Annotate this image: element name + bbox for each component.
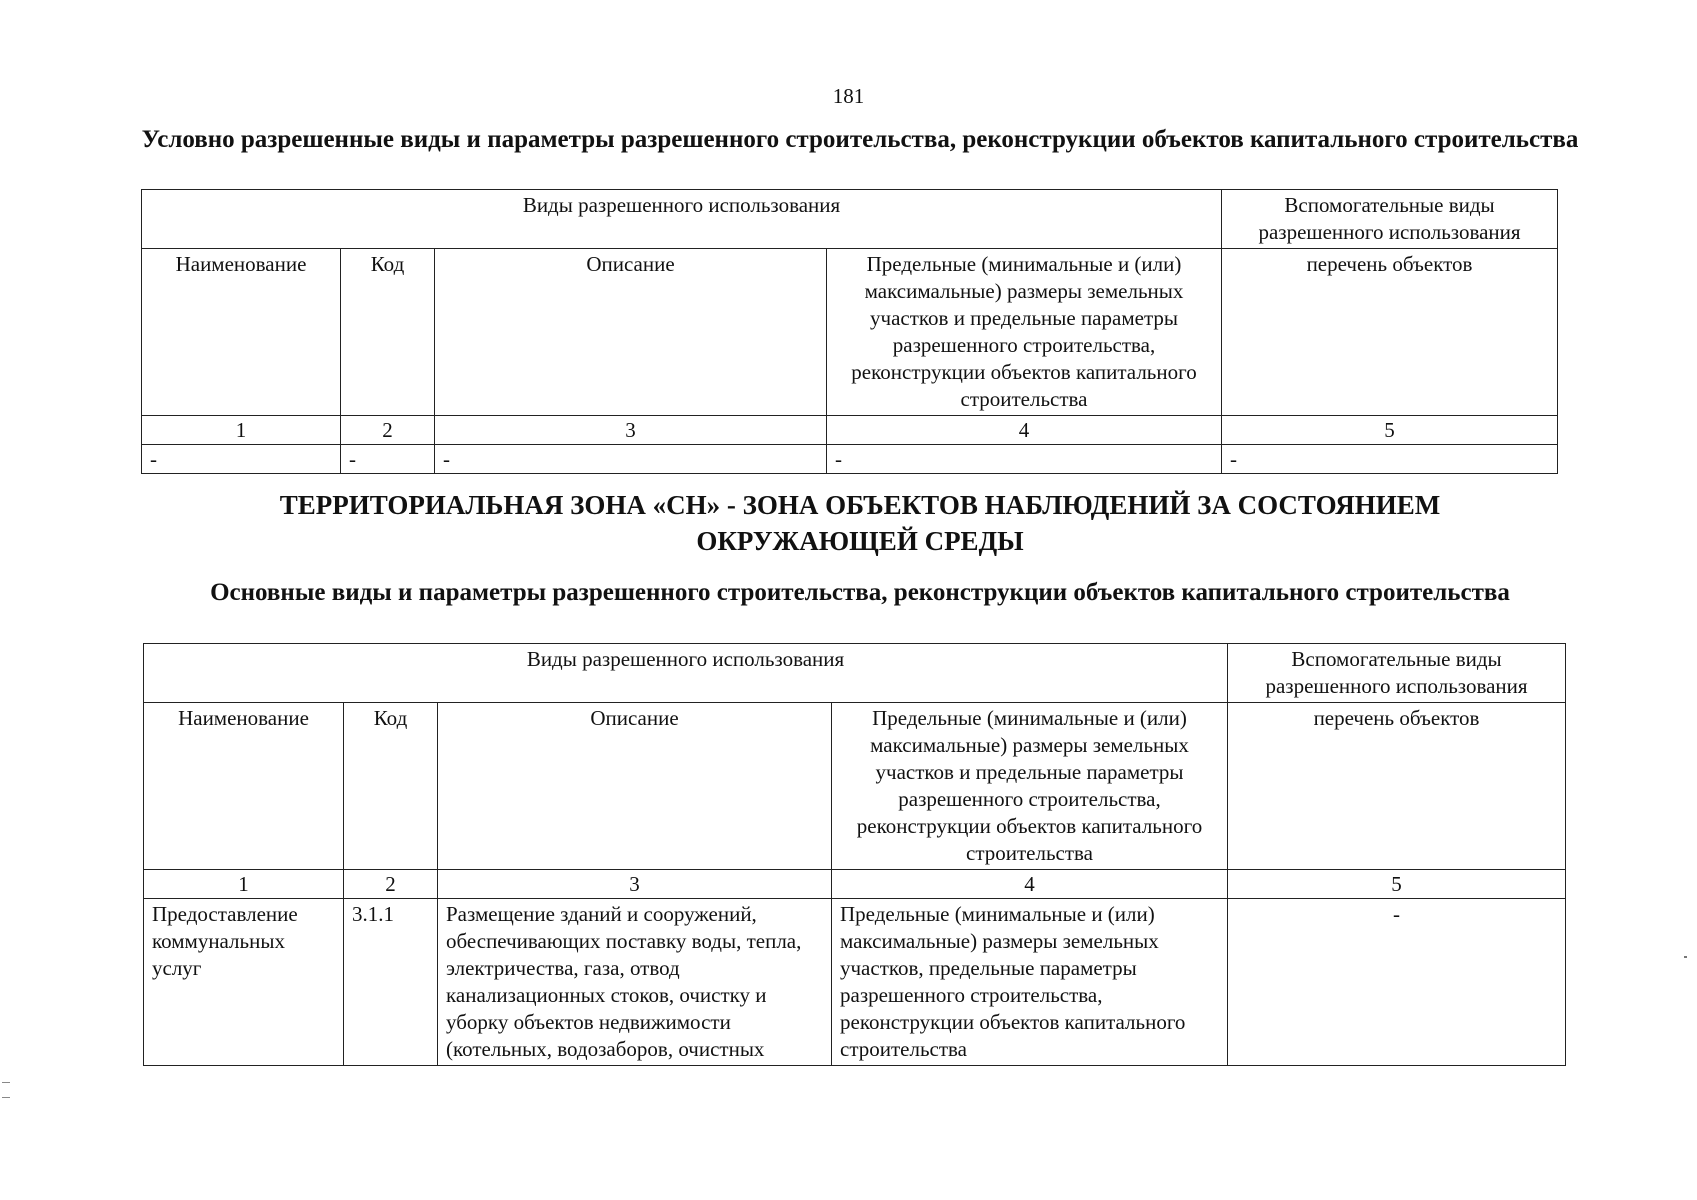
cell-code: -: [341, 445, 435, 474]
cell-description: Размещение зданий и сооружений, обеспечивающих поставку воды, тепла, электричества, газа, отвод канализационных стоков, очистку и уборку объектов недвижимости (котельных, водозаборов, очистных: [438, 899, 832, 1066]
aux-header: Вспомогательные виды разрешенного использования: [1222, 190, 1558, 249]
column-number: 3: [435, 416, 827, 445]
column-header-limits: Предельные (минимальные и (или) максимальные) размеры земельных участков и предельные параметры разрешенного строительства, реконструкции объектов капитального строительства: [832, 703, 1228, 870]
column-number: 5: [1228, 870, 1566, 899]
scan-speck: [1684, 956, 1687, 958]
page-number: 181: [832, 84, 865, 108]
aux-header: Вспомогательные виды разрешенного использования: [1228, 644, 1566, 703]
cell-limits: -: [827, 445, 1222, 474]
column-number: 1: [144, 870, 344, 899]
column-number: 3: [438, 870, 832, 899]
cell-name: -: [142, 445, 341, 474]
column-number: 5: [1222, 416, 1558, 445]
column-header-code: Код: [344, 703, 438, 870]
column-header-object-list: перечень объектов: [1228, 703, 1566, 870]
column-number: 1: [142, 416, 341, 445]
cell-code: 3.1.1: [344, 899, 438, 1066]
cell-limits: Предельные (минимальные и (или) максимальные) размеры земельных участков, предельные параметры разрешенного строительства, реконструкции объектов капитального строительства: [832, 899, 1228, 1066]
column-header-name: Наименование: [142, 249, 341, 416]
column-number: 2: [344, 870, 438, 899]
table-row: [142, 445, 1558, 474]
group-header: Виды разрешенного использования: [142, 190, 1222, 249]
column-number: 4: [827, 416, 1222, 445]
main-use-table: [143, 643, 1566, 1066]
group-header: Виды разрешенного использования: [144, 644, 1228, 703]
section-heading-main: Основные виды и параметры разрешенного строительства, реконструкции объектов капитального строительства: [210, 579, 1510, 606]
cell-object-list: -: [1228, 899, 1566, 1066]
conditional-use-table: [141, 189, 1558, 474]
column-header-name: Наименование: [144, 703, 344, 870]
scan-artifact: [2, 1082, 10, 1098]
column-header-code: Код: [341, 249, 435, 416]
cell-description: -: [435, 445, 827, 474]
column-number: 4: [832, 870, 1228, 899]
column-number: 2: [341, 416, 435, 445]
zone-title: ТЕРРИТОРИАЛЬНАЯ ЗОНА «СН» - ЗОНА ОБЪЕКТОВ НАБЛЮДЕНИЙ ЗА СОСТОЯНИЕМ ОКРУЖАЮЩЕЙ СРЕДЫ: [279, 490, 1441, 556]
section-heading-conditional: Условно разрешенные виды и параметры разрешенного строительства, реконструкции объектов капитального строительства: [141, 126, 1579, 153]
column-header-limits: Предельные (минимальные и (или) максимальные) размеры земельных участков и предельные параметры разрешенного строительства, реконструкции объектов капитального строительства: [827, 249, 1222, 416]
column-header-description: Описание: [435, 249, 827, 416]
table-row: [144, 899, 1566, 1066]
cell-name: Предоставление коммунальных услуг: [144, 899, 344, 1066]
cell-object-list: -: [1222, 445, 1558, 474]
column-header-description: Описание: [438, 703, 832, 870]
column-header-object-list: перечень объектов: [1222, 249, 1558, 416]
